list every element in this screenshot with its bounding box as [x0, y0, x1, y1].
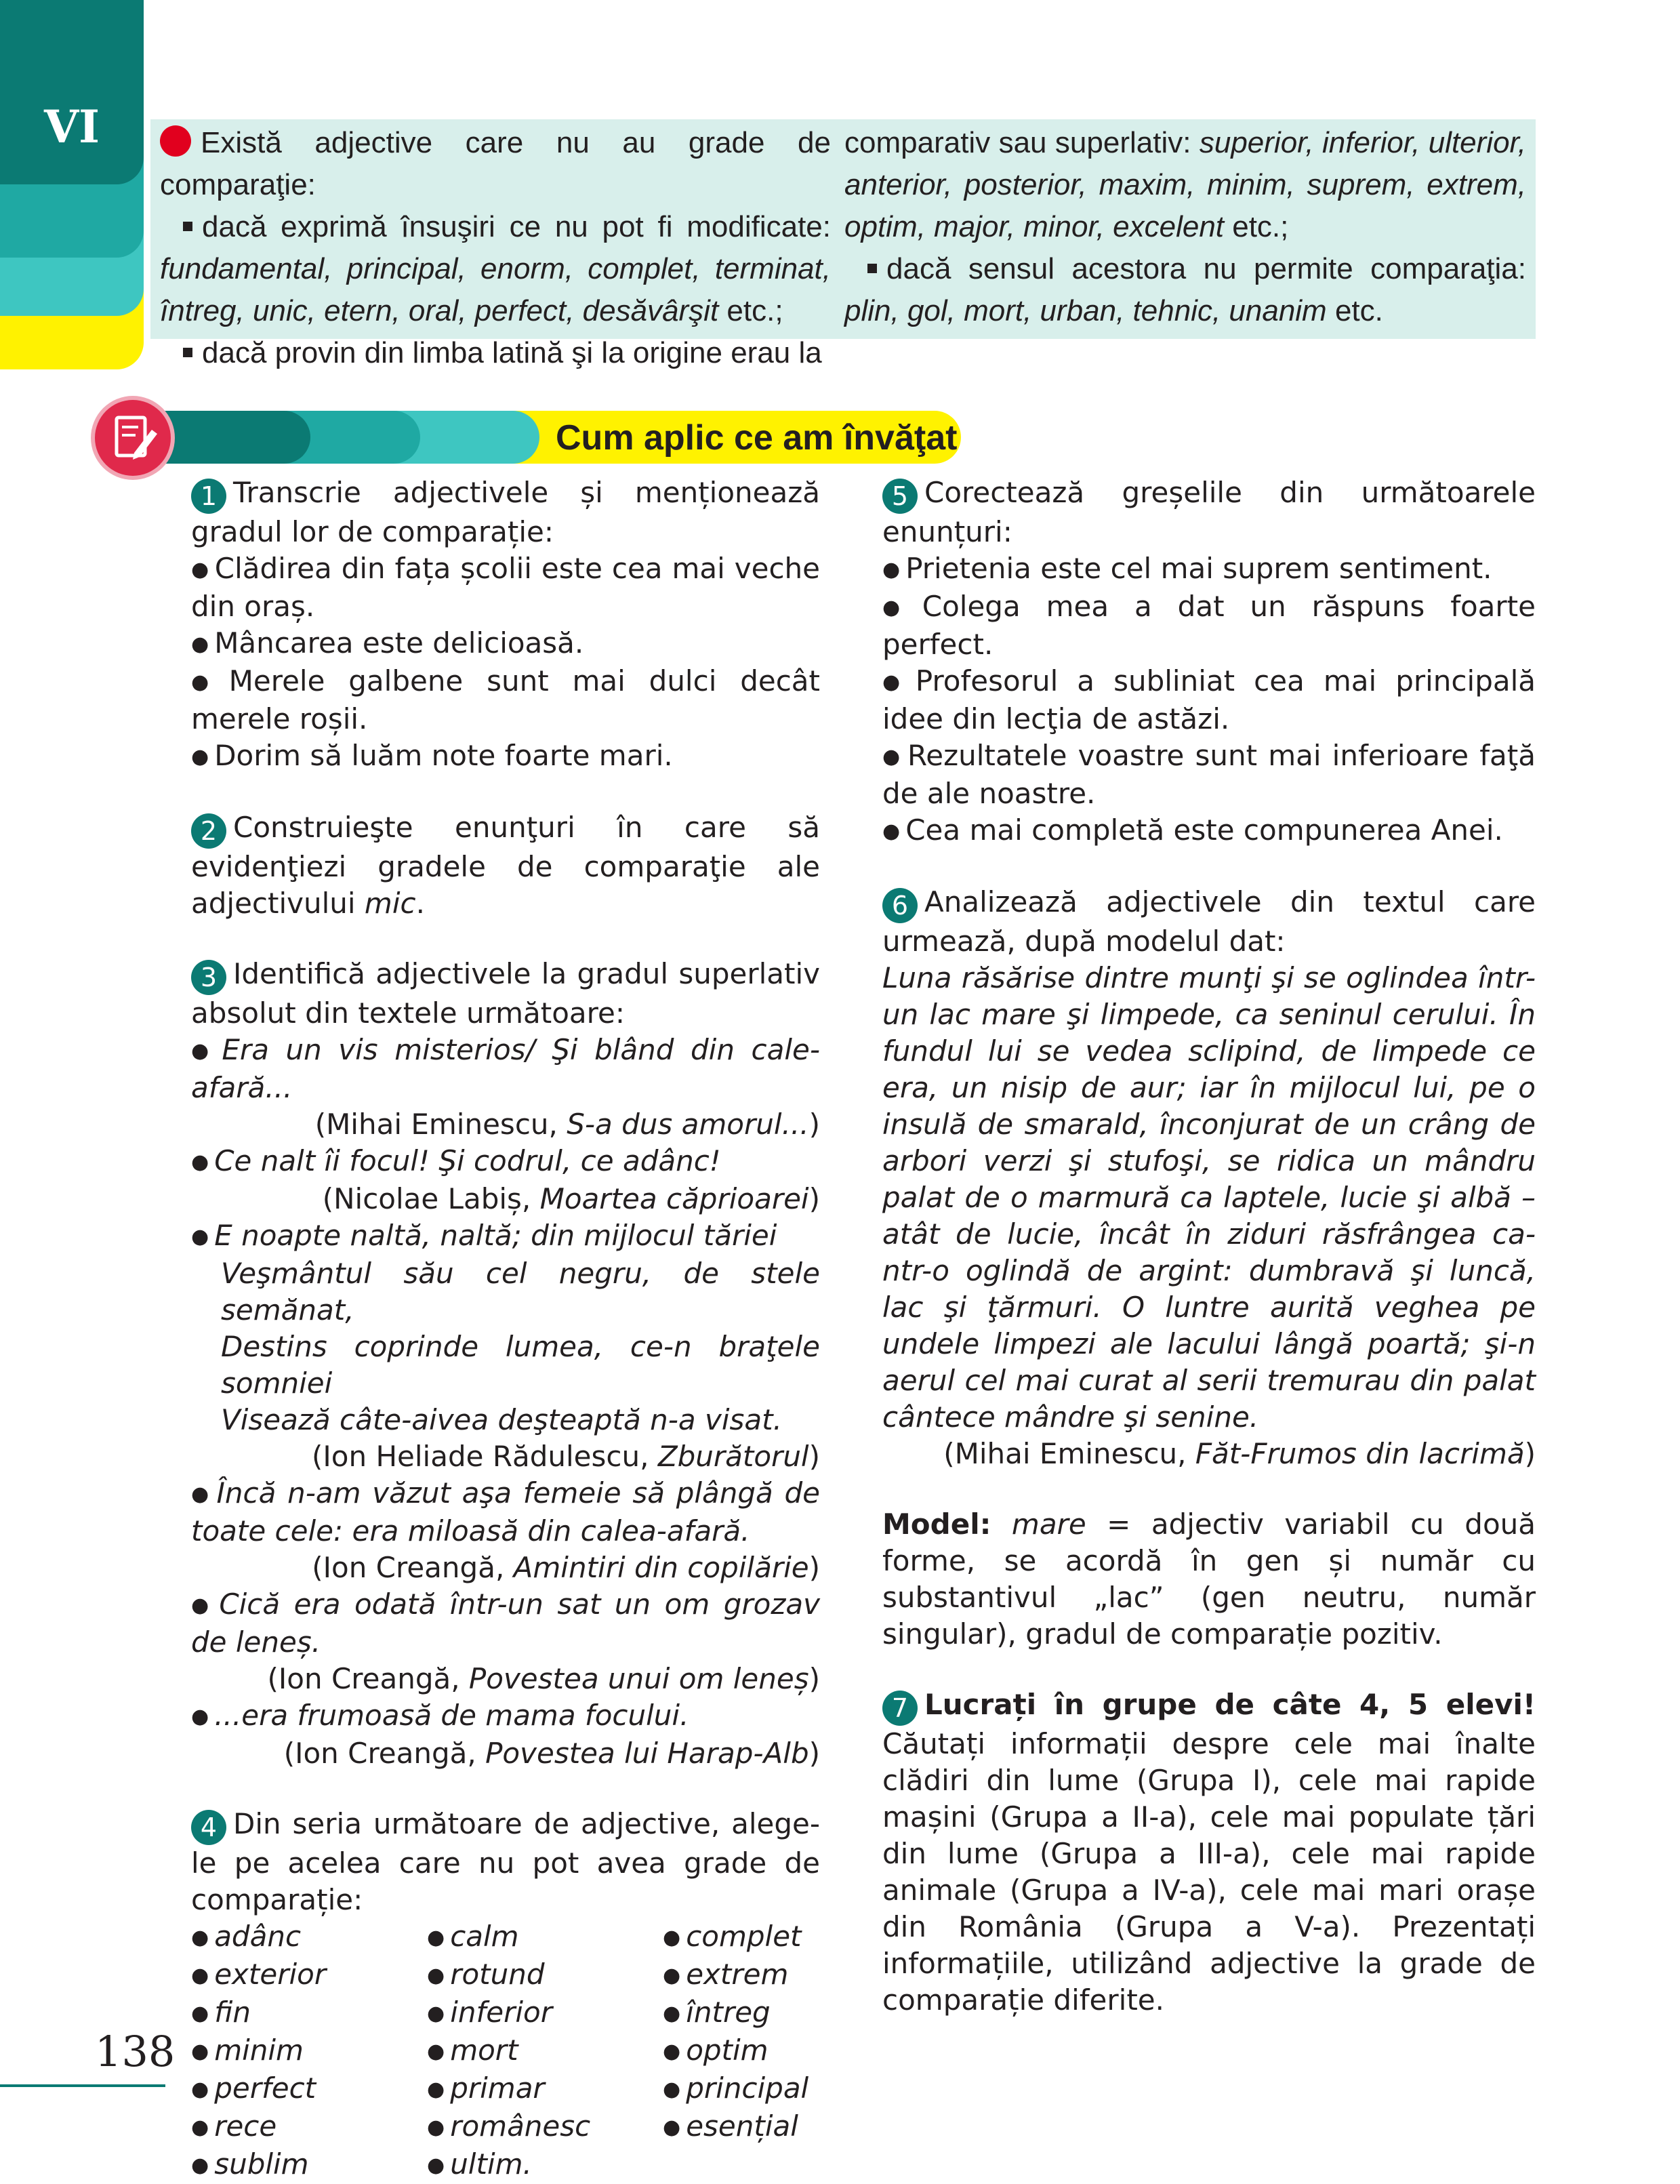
page-number-underline	[0, 2084, 165, 2087]
passage-source: (Mihai Eminescu, Făt-Frumos din lacrimă)	[943, 1437, 1536, 1470]
adjective: ● întreg	[663, 1994, 859, 2032]
adjective: ● ultim.	[427, 2146, 663, 2184]
exercise-number: 3	[191, 960, 226, 995]
adjective: ● mort	[427, 2032, 663, 2070]
quote: ● Era un vis misterios/ Şi blând din cale-afară...	[152, 1032, 820, 1106]
square-bullet-icon	[867, 264, 877, 273]
adjective: ● minim	[191, 2032, 427, 2070]
exercise-4-intro: 4 Din seria următoare de adjective, alege-le pe acelea care nu pot avea grade de comparație:	[191, 1807, 820, 1916]
adjective: ● sublim	[191, 2146, 427, 2184]
info-line: comparativ sau superlativ: superior, inferior, ulterior, anterior, posterior, maxim, minim, suprem, extrem, optim, major, minor, excelent etc.;	[844, 126, 1526, 243]
info-box-left-column	[160, 122, 831, 374]
quote: ● Ce nalt îi focul! Şi codrul, ce adânc!	[152, 1143, 820, 1181]
quote-source: (Nicolae Labiș, Moartea căprioarei)	[322, 1182, 820, 1215]
quote: ● Cică era odată într-un sat un om grozav de leneș.	[152, 1586, 820, 1661]
info-line: dacă exprimă însuşiri ce nu pot fi modificate: fundamental, principal, enorm, complet, terminat, întreg, unic, etern, oral, perfect, desăvârşit etc.;	[160, 210, 831, 327]
exercise-number: 5	[882, 479, 918, 514]
quote: ● ...era frumoasă de mama focului.	[152, 1697, 820, 1735]
exercise-1-intro: 1 Transcrie adjectivele și menționează gradul lor de comparație:	[191, 476, 820, 548]
exercise-number: 7	[882, 1691, 918, 1726]
adjective: ● esențial	[663, 2108, 859, 2146]
exercise-number: 1	[191, 479, 226, 514]
passage: Luna răsărise dintre munţi şi se oglindea într-un lac mare şi limpede, ca seninul cerului. În fundul lui se vedea sclipind, de limpede ce era, un nisip de aur; iar în mijlocul lui, pe o insulă de smarald, înconjurat de un crâng de arbori verzi şi stufoşi, se ridica un mândru palat de o marmură ca laptele, lucie şi albă – atât de lucie, încât în ziduri răsfrângea ca-ntr-o oglindă de argint: dumbravă şi luncă, lac şi ţărmuri. O luntre aurită veghea pe undele limpezi ale lacului lângă poartă; şi-n aerul cel mai curat al serii tremurau din palat cântece mândre şi senine.	[882, 961, 1536, 1434]
adjective: ● principal	[663, 2070, 859, 2108]
adjective: ● extrem	[663, 1956, 859, 1994]
square-bullet-icon	[183, 348, 192, 357]
exercise-number: 2	[191, 813, 226, 849]
exercise-3-intro: 3 Identifică adjectivele la gradul superlativ absolut din textele următoare:	[191, 957, 820, 1030]
square-bullet-icon	[183, 222, 192, 231]
adjective: ● inferior	[427, 1994, 663, 2032]
section-title: Cum aplic ce am învăţat	[556, 418, 958, 458]
adjective-empty	[663, 2146, 859, 2184]
list-item: ● Mâncarea este delicioasă.	[152, 625, 820, 663]
list-item: ● Colega mea a dat un răspuns foarte perfect.	[843, 588, 1536, 663]
quote-source: (Ion Creangă, Povestea lui Harap-Alb)	[283, 1737, 820, 1770]
exercise-6-intro: 6 Analizează adjectivele din textul care urmează, după modelul dat:	[882, 885, 1536, 958]
adjective: ● fin	[191, 1994, 427, 2032]
adjective: ● românesc	[427, 2108, 663, 2146]
poem-line: Veşmântul său cel negru, de stele semănat,	[221, 1257, 820, 1327]
right-column	[843, 474, 1536, 2019]
quote-source: (Ion Creangă, Amintiri din copilărie)	[312, 1551, 820, 1584]
adjective: ● rece	[191, 2108, 427, 2146]
list-item: ● Profesorul a subliniat cea mai principală idee din lecţia de astăzi.	[843, 663, 1536, 737]
adjective: ● perfect	[191, 2070, 427, 2108]
left-column	[152, 474, 820, 2184]
exercise-7: 7 Lucrați în grupe de câte 4, 5 elevi! Căutați informații despre cele mai înalte clădiri din lume (Grupa I), cele mai rapide mașini (Grupa a II-a), cele mai populate țări din lume (Grupa a III-a), cele mai rapide animale (Grupa a IV-a), cele mai mari orașe din România (Grupa a V-a). Prezentați informațiile, utilizând adjective la grade de comparație diferite.	[882, 1688, 1536, 2017]
poem-line: Destins coprinde lumea, ce-n braţele somniei	[221, 1330, 820, 1400]
exercise-5-intro: 5 Corectează greșelile din următoarele enunțuri:	[882, 476, 1536, 548]
page-number: 138	[95, 2027, 176, 2076]
adjective: ● complet	[663, 1918, 859, 1956]
adjective: ● optim	[663, 2032, 859, 2070]
grade-label: VI	[43, 100, 100, 153]
adjective-grid	[152, 1918, 820, 2184]
list-item: ● Dorim să luăm note foarte mari.	[152, 737, 820, 775]
exercise-number: 6	[882, 888, 918, 923]
exercise-number: 4	[191, 1810, 226, 1845]
list-item: ● Prietenia este cel mai suprem sentiment.	[843, 550, 1536, 588]
list-item: ● Merele galbene sunt mai dulci decât merele roșii.	[152, 663, 820, 737]
poem-line: Visează câte-aivea deşteaptă n-a visat.	[221, 1403, 782, 1436]
poem-line: ● E noapte naltă, naltă; din mijlocul tăriei	[152, 1217, 820, 1255]
adjective: ● primar	[427, 2070, 663, 2108]
exercise-2: 2 Construieşte enunţuri în care să evidenţiezi gradele de comparaţie ale adjectivului mic.	[191, 811, 820, 920]
list-item: ● Rezultatele voastre sunt mai inferioare faţă de ale noastre.	[843, 737, 1536, 812]
grade-tab-dark	[0, 0, 144, 184]
info-line: Există adjective care nu au grade de comparaţie:	[160, 126, 831, 201]
adjective: ● calm	[427, 1918, 663, 1956]
quote: ● Încă n-am văzut aşa femeie să plângă de toate cele: era miloasă din calea-afară.	[152, 1475, 820, 1550]
quote-source: (Ion Heliade Rădulescu, Zburătorul)	[312, 1440, 820, 1473]
list-item: ● Clădirea din fața școlii este cea mai veche din oraș.	[152, 550, 820, 625]
adjective: ● rotund	[427, 1956, 663, 1994]
model-text: Model: mare = adjectiv variabil cu două forme, se acordă în gen și număr cu substantivul „lac” (gen neutru, număr singular), gradul de comparație pozitiv.	[882, 1508, 1536, 1651]
info-box	[150, 119, 1536, 369]
pencil-paper-icon	[95, 400, 171, 476]
quote-source: (Ion Creangă, Povestea unui om leneș)	[267, 1662, 820, 1695]
adjective: ● exterior	[191, 1956, 427, 1994]
quote-source: (Mihai Eminescu, S-a dus amorul...)	[314, 1108, 820, 1141]
info-line: dacă sensul acestora nu permite comparaţia: plin, gol, mort, urban, tehnic, unanim etc.	[844, 252, 1526, 327]
info-box-right-column	[844, 122, 1526, 332]
red-dot-icon	[160, 125, 191, 157]
info-line: dacă provin din limba latină şi la origine erau la	[160, 332, 831, 374]
adjective: ● adânc	[191, 1918, 427, 1956]
list-item: ● Cea mai completă este compunerea Anei.	[843, 812, 1536, 850]
